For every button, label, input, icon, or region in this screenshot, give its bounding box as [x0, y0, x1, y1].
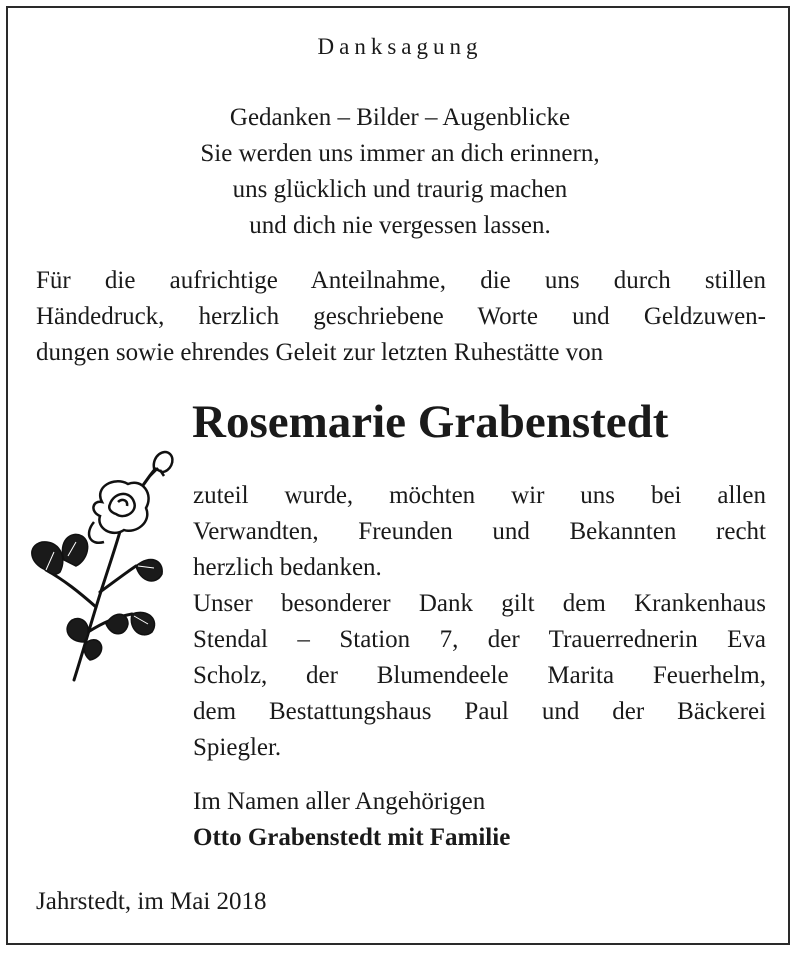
place-date: Jahrstedt, im Mai 2018: [36, 888, 267, 915]
deceased-name: Rosemarie Grabenstedt: [192, 396, 669, 448]
body-line: Unser besonderer Dank gilt dem Krankenhaus: [193, 590, 766, 617]
intro-line: Für die aufrichtige Anteilnahme, die uns durch stillen: [36, 267, 766, 294]
poem-line: Sie werden uns immer an dich erinnern,: [200, 140, 600, 167]
signature-family: Otto Grabenstedt mit Familie: [193, 824, 511, 851]
body-paragraph: [193, 478, 766, 766]
body-line: Spiegler.: [193, 734, 282, 761]
intro-paragraph: [36, 263, 766, 371]
body-line: zuteil wurde, möchten wir uns bei allen: [193, 482, 766, 509]
poem-line: uns glücklich und traurig machen: [232, 176, 568, 203]
body-line: herzlich bedanken.: [193, 554, 382, 581]
body-line: Scholz, der Blumendeele Marita Feuerhelm,: [193, 662, 766, 689]
rose-icon: [24, 442, 184, 687]
poem: [0, 100, 800, 244]
body-line: Verwandten, Freunden und Bekannten recht: [193, 518, 766, 545]
intro-line: dungen sowie ehrendes Geleit zur letzten Ruhestätte von: [36, 339, 604, 366]
body-line: Stendal – Station 7, der Trauerrednerin Eva: [193, 626, 766, 653]
body-line: dem Bestattungshaus Paul und der Bäckerei: [193, 698, 766, 725]
signature-line: Im Namen aller Angehörigen: [193, 788, 486, 815]
notice-heading: Danksagung: [317, 34, 483, 59]
signature-block: [193, 784, 510, 856]
poem-line: und dich nie vergessen lassen.: [249, 212, 551, 239]
poem-line: Gedanken – Bilder – Augenblicke: [229, 104, 571, 131]
intro-line: Händedruck, herzlich geschriebene Worte und Geldzuwen-: [36, 303, 766, 330]
